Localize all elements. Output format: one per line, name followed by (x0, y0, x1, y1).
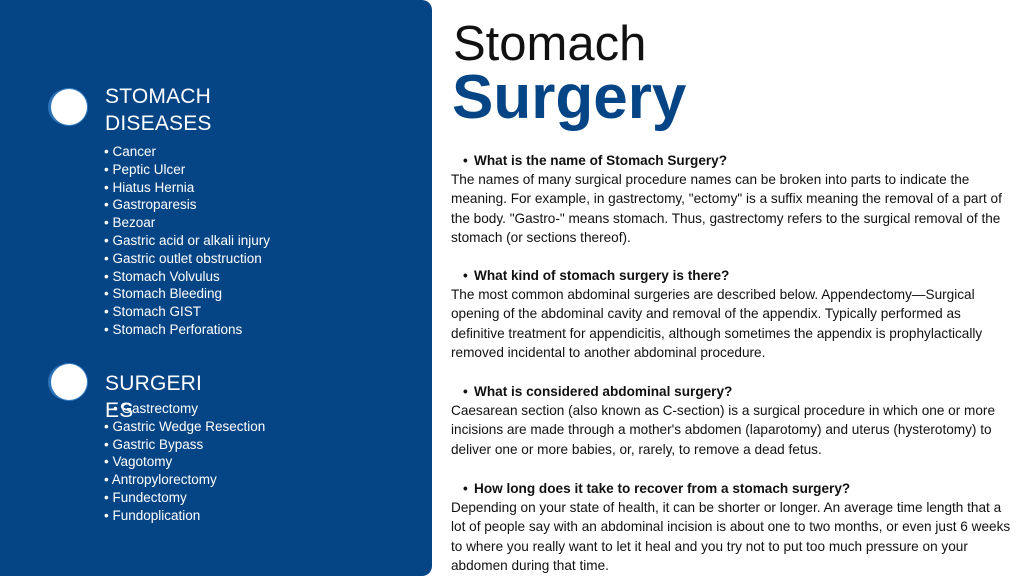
list-item: • Gastric acid or alkali injury (104, 232, 270, 250)
list-item: • Stomach Bleeding (104, 285, 270, 303)
list-item: • Peptic Ulcer (104, 161, 270, 179)
list-item: • Gastric Wedge Resection (104, 418, 265, 436)
sidebar-panel (0, 0, 432, 576)
answer-text: The names of many surgical procedure names can be broken into parts to indicate the meaning. For example, in gastrectomy, "ectomy" is a suffix meaning the removal of a part of the body. "Gastro-" means stomach. Thus, gastrectomy refers to the surgical removal of the stomach (or sections thereof). (451, 172, 1002, 245)
list-item: • Cancer (104, 143, 270, 161)
list-item: • Fundectomy (104, 489, 265, 507)
diseases-list (104, 143, 270, 339)
question-heading (451, 479, 1017, 498)
bullet-icon: • (463, 481, 468, 496)
list-item: • Gastric Bypass (104, 436, 265, 454)
question-heading (451, 266, 1017, 285)
list-item: • Gastroparesis (104, 196, 270, 214)
qa-block (451, 479, 1017, 575)
diseases-title: STOMACH DISEASES (105, 85, 212, 135)
bullet-icon: • (463, 153, 468, 168)
circle-icon (51, 89, 87, 125)
page-title-emphasis: Surgery (452, 63, 687, 132)
page-title: Stomach (453, 17, 647, 71)
list-item: • Stomach Perforations (104, 321, 270, 339)
qa-block (451, 151, 1017, 247)
list-item: • Stomach Volvulus (104, 268, 270, 286)
list-item: • Stomach GIST (104, 303, 270, 321)
bullet-icon: • (463, 268, 468, 283)
question-heading (451, 151, 1017, 170)
answer-text: The most common abdominal surgeries are described below. Appendectomy—Surgical opening of the abdominal cavity and removal of the appendix. Typically performed as definitive treatment for appendicitis, although sometimes the appendix is prophylactically removed incidental to another abdominal procedure. (451, 287, 983, 360)
question-heading (451, 382, 1017, 401)
circle-icon (51, 364, 87, 400)
list-item: • Hiatus Hernia (104, 179, 270, 197)
answer-text: Depending on your state of health, it can be shorter or longer. An average time length that a lot of people say with an abdominal incision is about one to two months, or even just 6 weeks to where you really want to let it heal and you try not to put too much pressure on your abdomen during that time. (451, 500, 1011, 573)
question-text: How long does it take to recover from a stomach surgery? (474, 481, 851, 496)
list-item: • Fundoplication (104, 507, 265, 525)
list-item: • Bezoar (104, 214, 270, 232)
qa-block (451, 382, 1017, 459)
qa-block (451, 266, 1017, 362)
question-text: What is considered abdominal surgery? (474, 384, 733, 399)
answer-text: Caesarean section (also known as C-section) is a surgical procedure in which one or more incisions are made through a mother's abdomen (laparotomy) and uterus (hysterotomy) to deliver one or more babies, or, rarely, to remove a dead fetus. (451, 403, 996, 457)
list-item: • Vagotomy (104, 453, 265, 471)
question-text: What is the name of Stomach Surgery? (474, 153, 728, 168)
list-item: • Gastrectomy (104, 400, 265, 418)
list-item: • Gastric outlet obstruction (104, 250, 270, 268)
list-item: • Antropylorectomy (104, 471, 265, 489)
bullet-icon: • (463, 384, 468, 399)
surgeries-list (104, 400, 265, 525)
question-text: What kind of stomach surgery is there? (474, 268, 730, 283)
surgeries-title: SURGERIES (105, 372, 203, 422)
